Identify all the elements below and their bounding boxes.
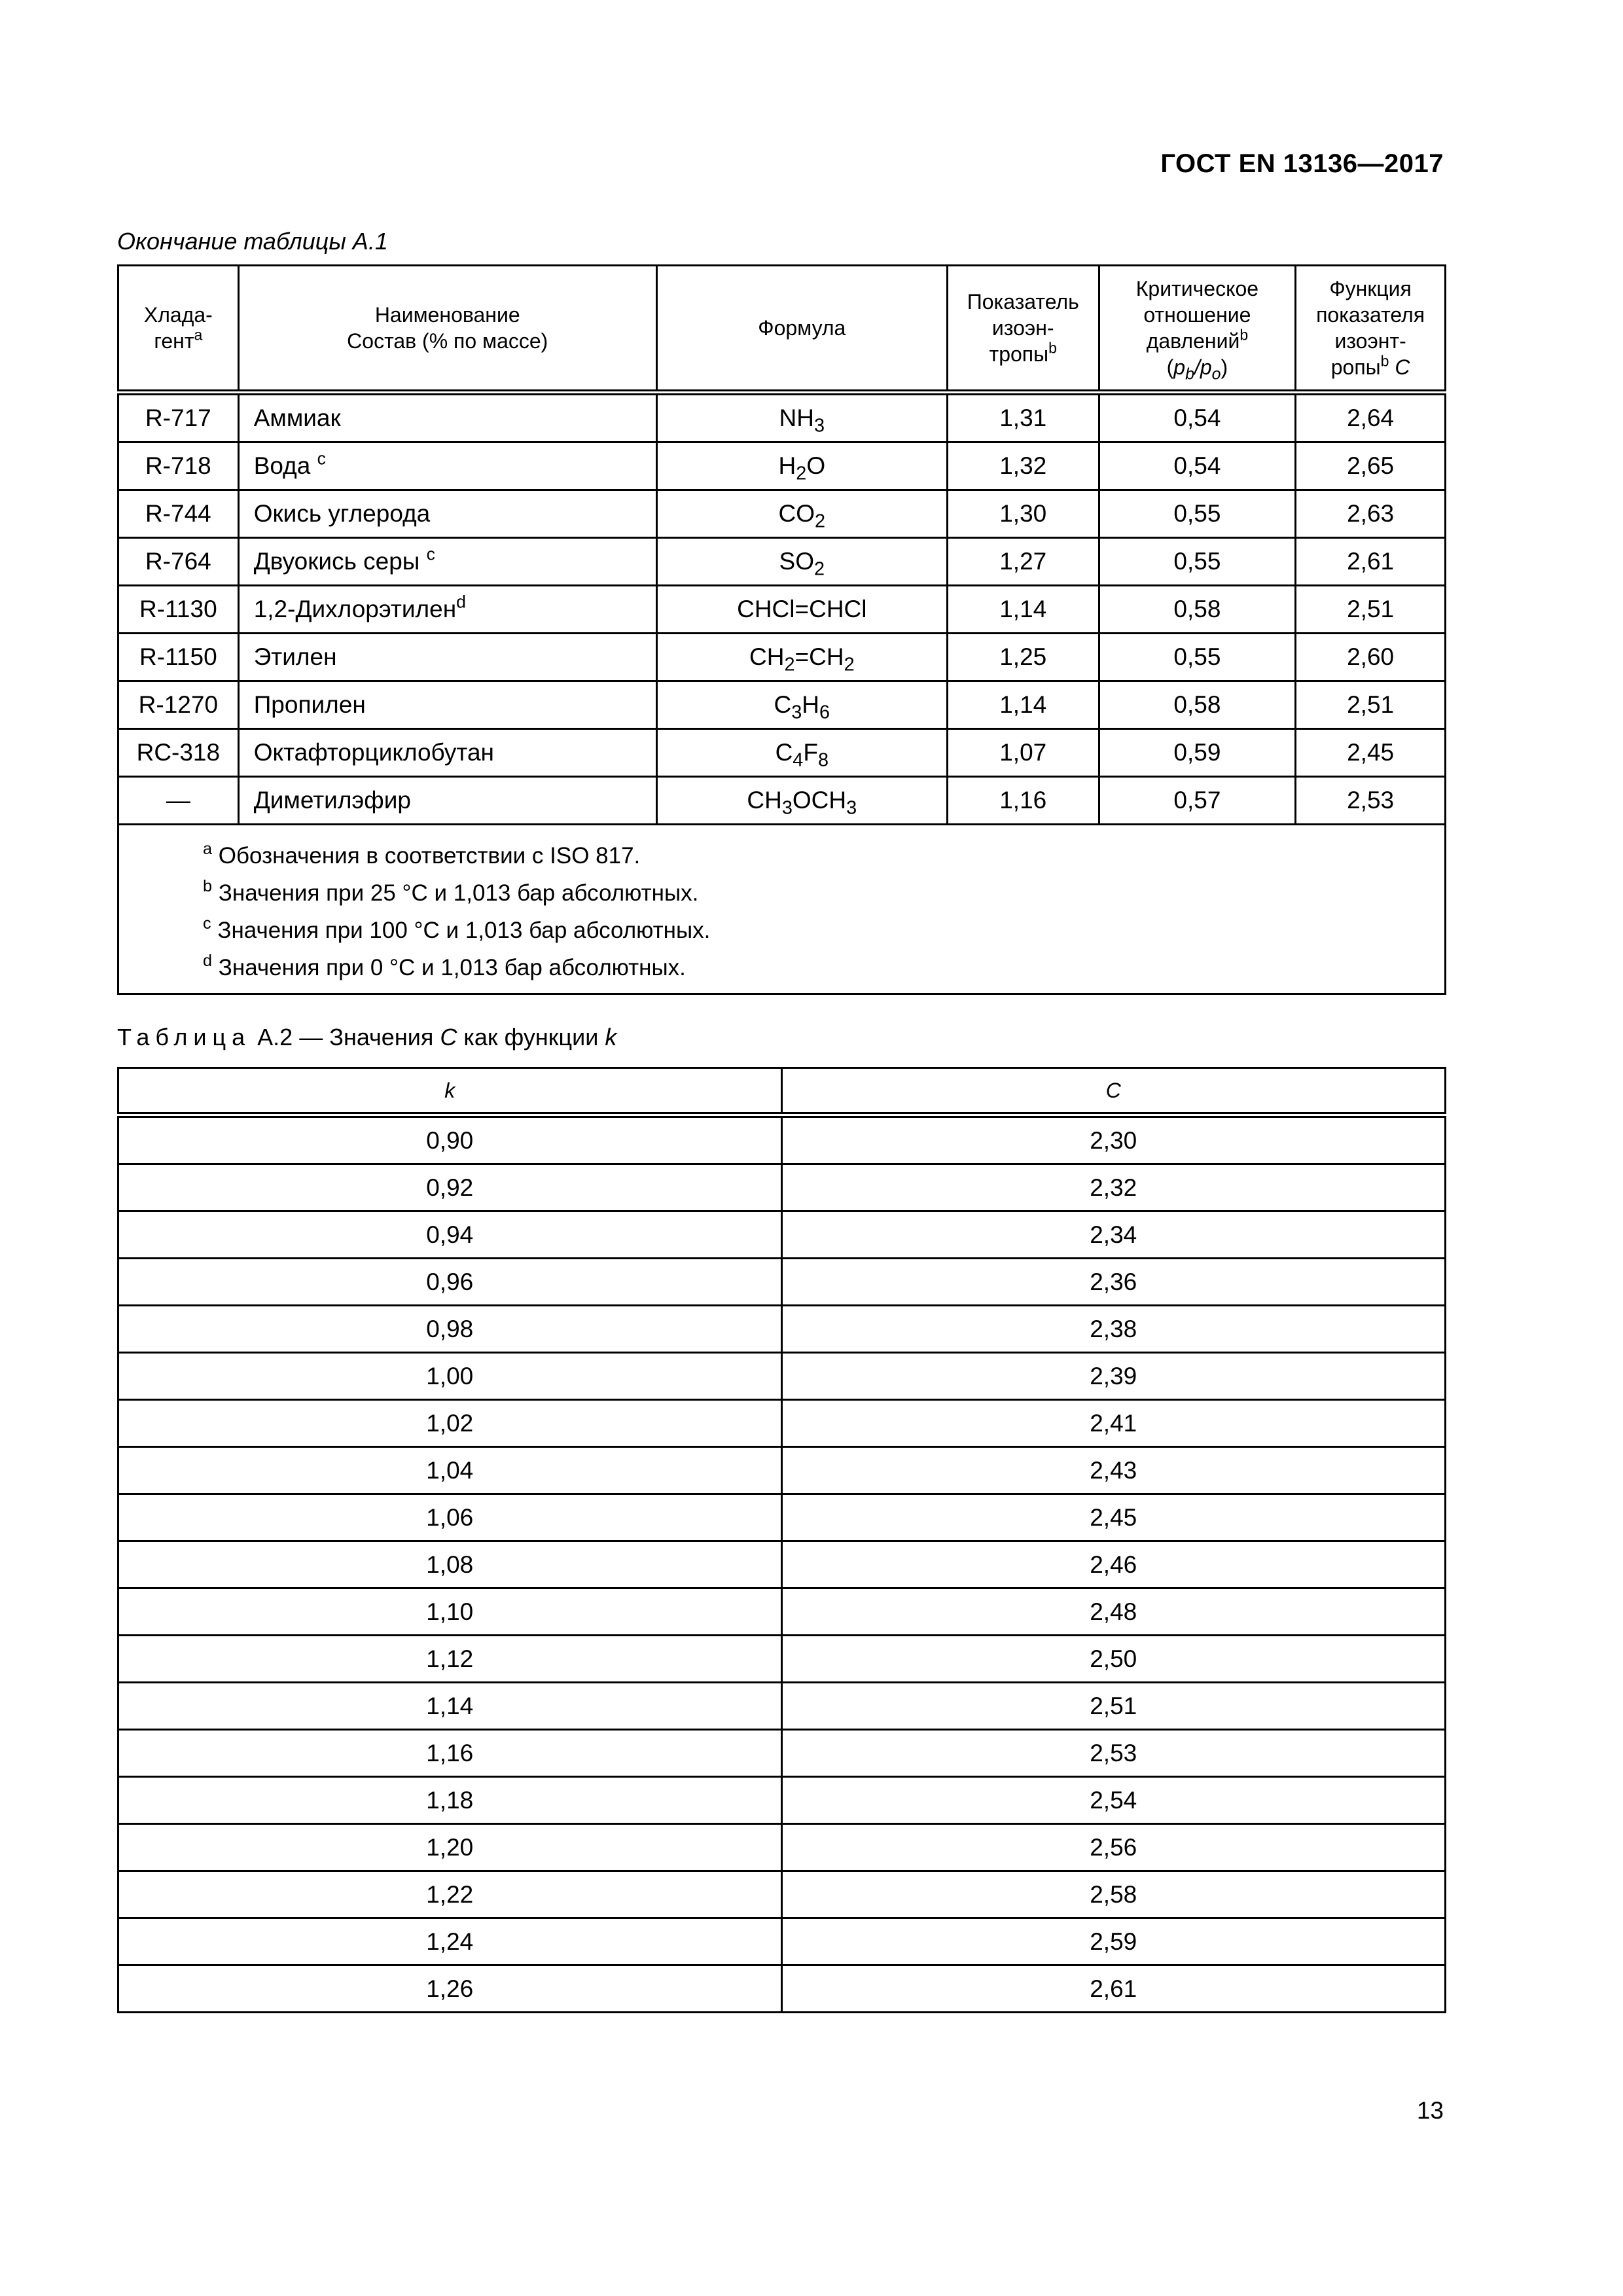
cell-k: 1,20 (118, 1824, 782, 1871)
cell-isentropic-index: 1,30 (947, 490, 1099, 538)
cell-c: 2,45 (781, 1494, 1446, 1541)
cell-c: 2,50 (781, 1636, 1446, 1683)
table-a2-header-row (118, 1068, 1446, 1115)
cell-name: Диметилэфир (238, 777, 656, 825)
cell-formula: $NH_3$ (656, 393, 947, 442)
cell-c: 2,51 (781, 1683, 1446, 1730)
table-a1-notes-row (118, 825, 1446, 994)
cell-function-c: 2,63 (1296, 490, 1446, 538)
cell-c: 2,59 (781, 1918, 1446, 1965)
cell-pressure-ratio: 0,55 (1099, 490, 1296, 538)
cell-formula: $CH_3OCH_3$ (656, 777, 947, 825)
cell-pressure-ratio: 0,58 (1099, 681, 1296, 729)
table-row (118, 1683, 1446, 1730)
table-a1-caption: Окончание таблицы А.1 (117, 228, 388, 255)
cell-formula: $C_3H_6$ (656, 681, 947, 729)
cell-refrigerant: — (118, 777, 239, 825)
col-header-name: Наименование Состав (% по массе) (238, 266, 656, 393)
cell-k: 0,94 (118, 1211, 782, 1259)
cell-pressure-ratio: 0,55 (1099, 538, 1296, 586)
footnote: $^b$ Значения при 25 °С и 1,013 бар абсолютных. (203, 877, 699, 906)
table-row (118, 1918, 1446, 1965)
cell-refrigerant: R-1130 (118, 586, 239, 634)
cell-isentropic-index: 1,31 (947, 393, 1099, 442)
cell-c: 2,32 (781, 1164, 1446, 1211)
cell-refrigerant: RC-318 (118, 729, 239, 777)
cell-isentropic-index: 1,07 (947, 729, 1099, 777)
cell-formula: CHCl=CHCl (656, 586, 947, 634)
cell-name: Вода $^c$ (238, 442, 656, 490)
table-row (118, 1494, 1446, 1541)
cell-isentropic-index: 1,14 (947, 681, 1099, 729)
cell-formula: $CH_2=CH_2$ (656, 634, 947, 681)
cell-k: 1,22 (118, 1871, 782, 1918)
cell-k: 1,18 (118, 1777, 782, 1824)
cell-isentropic-index: 1,25 (947, 634, 1099, 681)
cell-c: 2,61 (781, 1965, 1446, 2013)
table-row (118, 1353, 1446, 1400)
cell-k: 1,00 (118, 1353, 782, 1400)
cell-pressure-ratio: 0,55 (1099, 634, 1296, 681)
table-a2-caption: Таблица А.2 — Значения C как функции k (117, 1024, 617, 1050)
cell-function-c: 2,60 (1296, 634, 1446, 681)
cell-formula: $C_4F_8$ (656, 729, 947, 777)
cell-c: 2,38 (781, 1306, 1446, 1353)
cell-k: 1,02 (118, 1400, 782, 1447)
cell-name: 1,2-Дихлорэтилен$^d$ (238, 586, 656, 634)
cell-name: Аммиак (238, 393, 656, 442)
table-row (118, 729, 1446, 777)
cell-formula: $SO_2$ (656, 538, 947, 586)
table-row (118, 1588, 1446, 1636)
cell-pressure-ratio: 0,57 (1099, 777, 1296, 825)
cell-name: Пропилен (238, 681, 656, 729)
cell-refrigerant: R-764 (118, 538, 239, 586)
cell-k: 1,06 (118, 1494, 782, 1541)
cell-k: 1,10 (118, 1588, 782, 1636)
cell-k: 1,08 (118, 1541, 782, 1588)
cell-k: 1,12 (118, 1636, 782, 1683)
cell-k: 1,26 (118, 1965, 782, 2013)
cell-k: 0,96 (118, 1259, 782, 1306)
cell-k: 0,98 (118, 1306, 782, 1353)
table-a1 (117, 264, 1446, 995)
cell-c: 2,46 (781, 1541, 1446, 1588)
cell-c: 2,41 (781, 1400, 1446, 1447)
table-row (118, 1115, 1446, 1164)
cell-formula: $H_2O$ (656, 442, 947, 490)
cell-function-c: 2,64 (1296, 393, 1446, 442)
cell-pressure-ratio: 0,59 (1099, 729, 1296, 777)
table-row (118, 1636, 1446, 1683)
table-row (118, 1777, 1446, 1824)
table-row (118, 1211, 1446, 1259)
table-row (118, 1965, 1446, 2013)
page-number: 13 (1416, 2097, 1444, 2124)
cell-k: 1,24 (118, 1918, 782, 1965)
cell-name: Этилен (238, 634, 656, 681)
cell-isentropic-index: 1,27 (947, 538, 1099, 586)
cell-c: 2,53 (781, 1730, 1446, 1777)
cell-refrigerant: R-717 (118, 393, 239, 442)
table-row (118, 634, 1446, 681)
cell-k: 1,14 (118, 1683, 782, 1730)
cell-c: 2,30 (781, 1115, 1446, 1164)
cell-refrigerant: R-744 (118, 490, 239, 538)
table-row (118, 1871, 1446, 1918)
col-header-k: k (118, 1068, 782, 1115)
cell-isentropic-index: 1,32 (947, 442, 1099, 490)
cell-isentropic-index: 1,14 (947, 586, 1099, 634)
table-a1-header-row (118, 266, 1446, 393)
cell-function-c: 2,51 (1296, 681, 1446, 729)
cell-c: 2,54 (781, 1777, 1446, 1824)
footnote: $^c$ Значения при 100 °С и 1,013 бар абсолютных. (203, 914, 711, 943)
table-row (118, 777, 1446, 825)
cell-k: 0,90 (118, 1115, 782, 1164)
cell-pressure-ratio: 0,58 (1099, 586, 1296, 634)
table-a2 (117, 1067, 1446, 2013)
cell-function-c: 2,65 (1296, 442, 1446, 490)
footnote: $^d$ Значения при 0 °С и 1,013 бар абсолютных. (203, 952, 686, 980)
cell-name: Окись углерода (238, 490, 656, 538)
cell-k: 0,92 (118, 1164, 782, 1211)
table-row (118, 1447, 1446, 1494)
col-header-isentropic-index: Показатель изоэн- тропы$^b$ (947, 266, 1099, 393)
col-header-critical-pressure-ratio: Критическое отношение давлений$^b$ $(p_b/p_o)$ (1099, 266, 1296, 393)
cell-function-c: 2,45 (1296, 729, 1446, 777)
table-row (118, 490, 1446, 538)
col-header-formula: Формула (656, 266, 947, 393)
cell-refrigerant: R-1150 (118, 634, 239, 681)
table-row (118, 1730, 1446, 1777)
cell-c: 2,56 (781, 1824, 1446, 1871)
table-row (118, 1164, 1446, 1211)
table-row (118, 1824, 1446, 1871)
cell-function-c: 2,51 (1296, 586, 1446, 634)
cell-pressure-ratio: 0,54 (1099, 442, 1296, 490)
document-code: ГОСТ EN 13136—2017 (1160, 149, 1444, 178)
cell-name: Октафторциклобутан (238, 729, 656, 777)
cell-k: 1,16 (118, 1730, 782, 1777)
cell-isentropic-index: 1,16 (947, 777, 1099, 825)
table-row (118, 442, 1446, 490)
table-row (118, 1259, 1446, 1306)
cell-name: Двуокись серы $^c$ (238, 538, 656, 586)
cell-c: 2,34 (781, 1211, 1446, 1259)
table-row (118, 586, 1446, 634)
table-row (118, 1541, 1446, 1588)
cell-refrigerant: R-718 (118, 442, 239, 490)
cell-function-c: 2,61 (1296, 538, 1446, 586)
table-row (118, 681, 1446, 729)
col-header-refrigerant: Хлада- гент$^a$ (118, 266, 239, 393)
table-row (118, 1400, 1446, 1447)
cell-c: 2,58 (781, 1871, 1446, 1918)
cell-c: 2,39 (781, 1353, 1446, 1400)
col-header-function-c: Функция показателя изоэнт- ропы$^b$ C (1296, 266, 1446, 393)
col-header-c: C (781, 1068, 1446, 1115)
cell-k: 1,04 (118, 1447, 782, 1494)
cell-formula: $CO_2$ (656, 490, 947, 538)
cell-c: 2,36 (781, 1259, 1446, 1306)
cell-refrigerant: R-1270 (118, 681, 239, 729)
cell-function-c: 2,53 (1296, 777, 1446, 825)
footnote: $^a$ Обозначения в соответствии с ISO 817. (203, 840, 641, 869)
table-row (118, 393, 1446, 442)
table-row (118, 538, 1446, 586)
table-a1-footnotes (118, 825, 1446, 994)
cell-c: 2,48 (781, 1588, 1446, 1636)
table-row (118, 1306, 1446, 1353)
cell-pressure-ratio: 0,54 (1099, 393, 1296, 442)
cell-c: 2,43 (781, 1447, 1446, 1494)
